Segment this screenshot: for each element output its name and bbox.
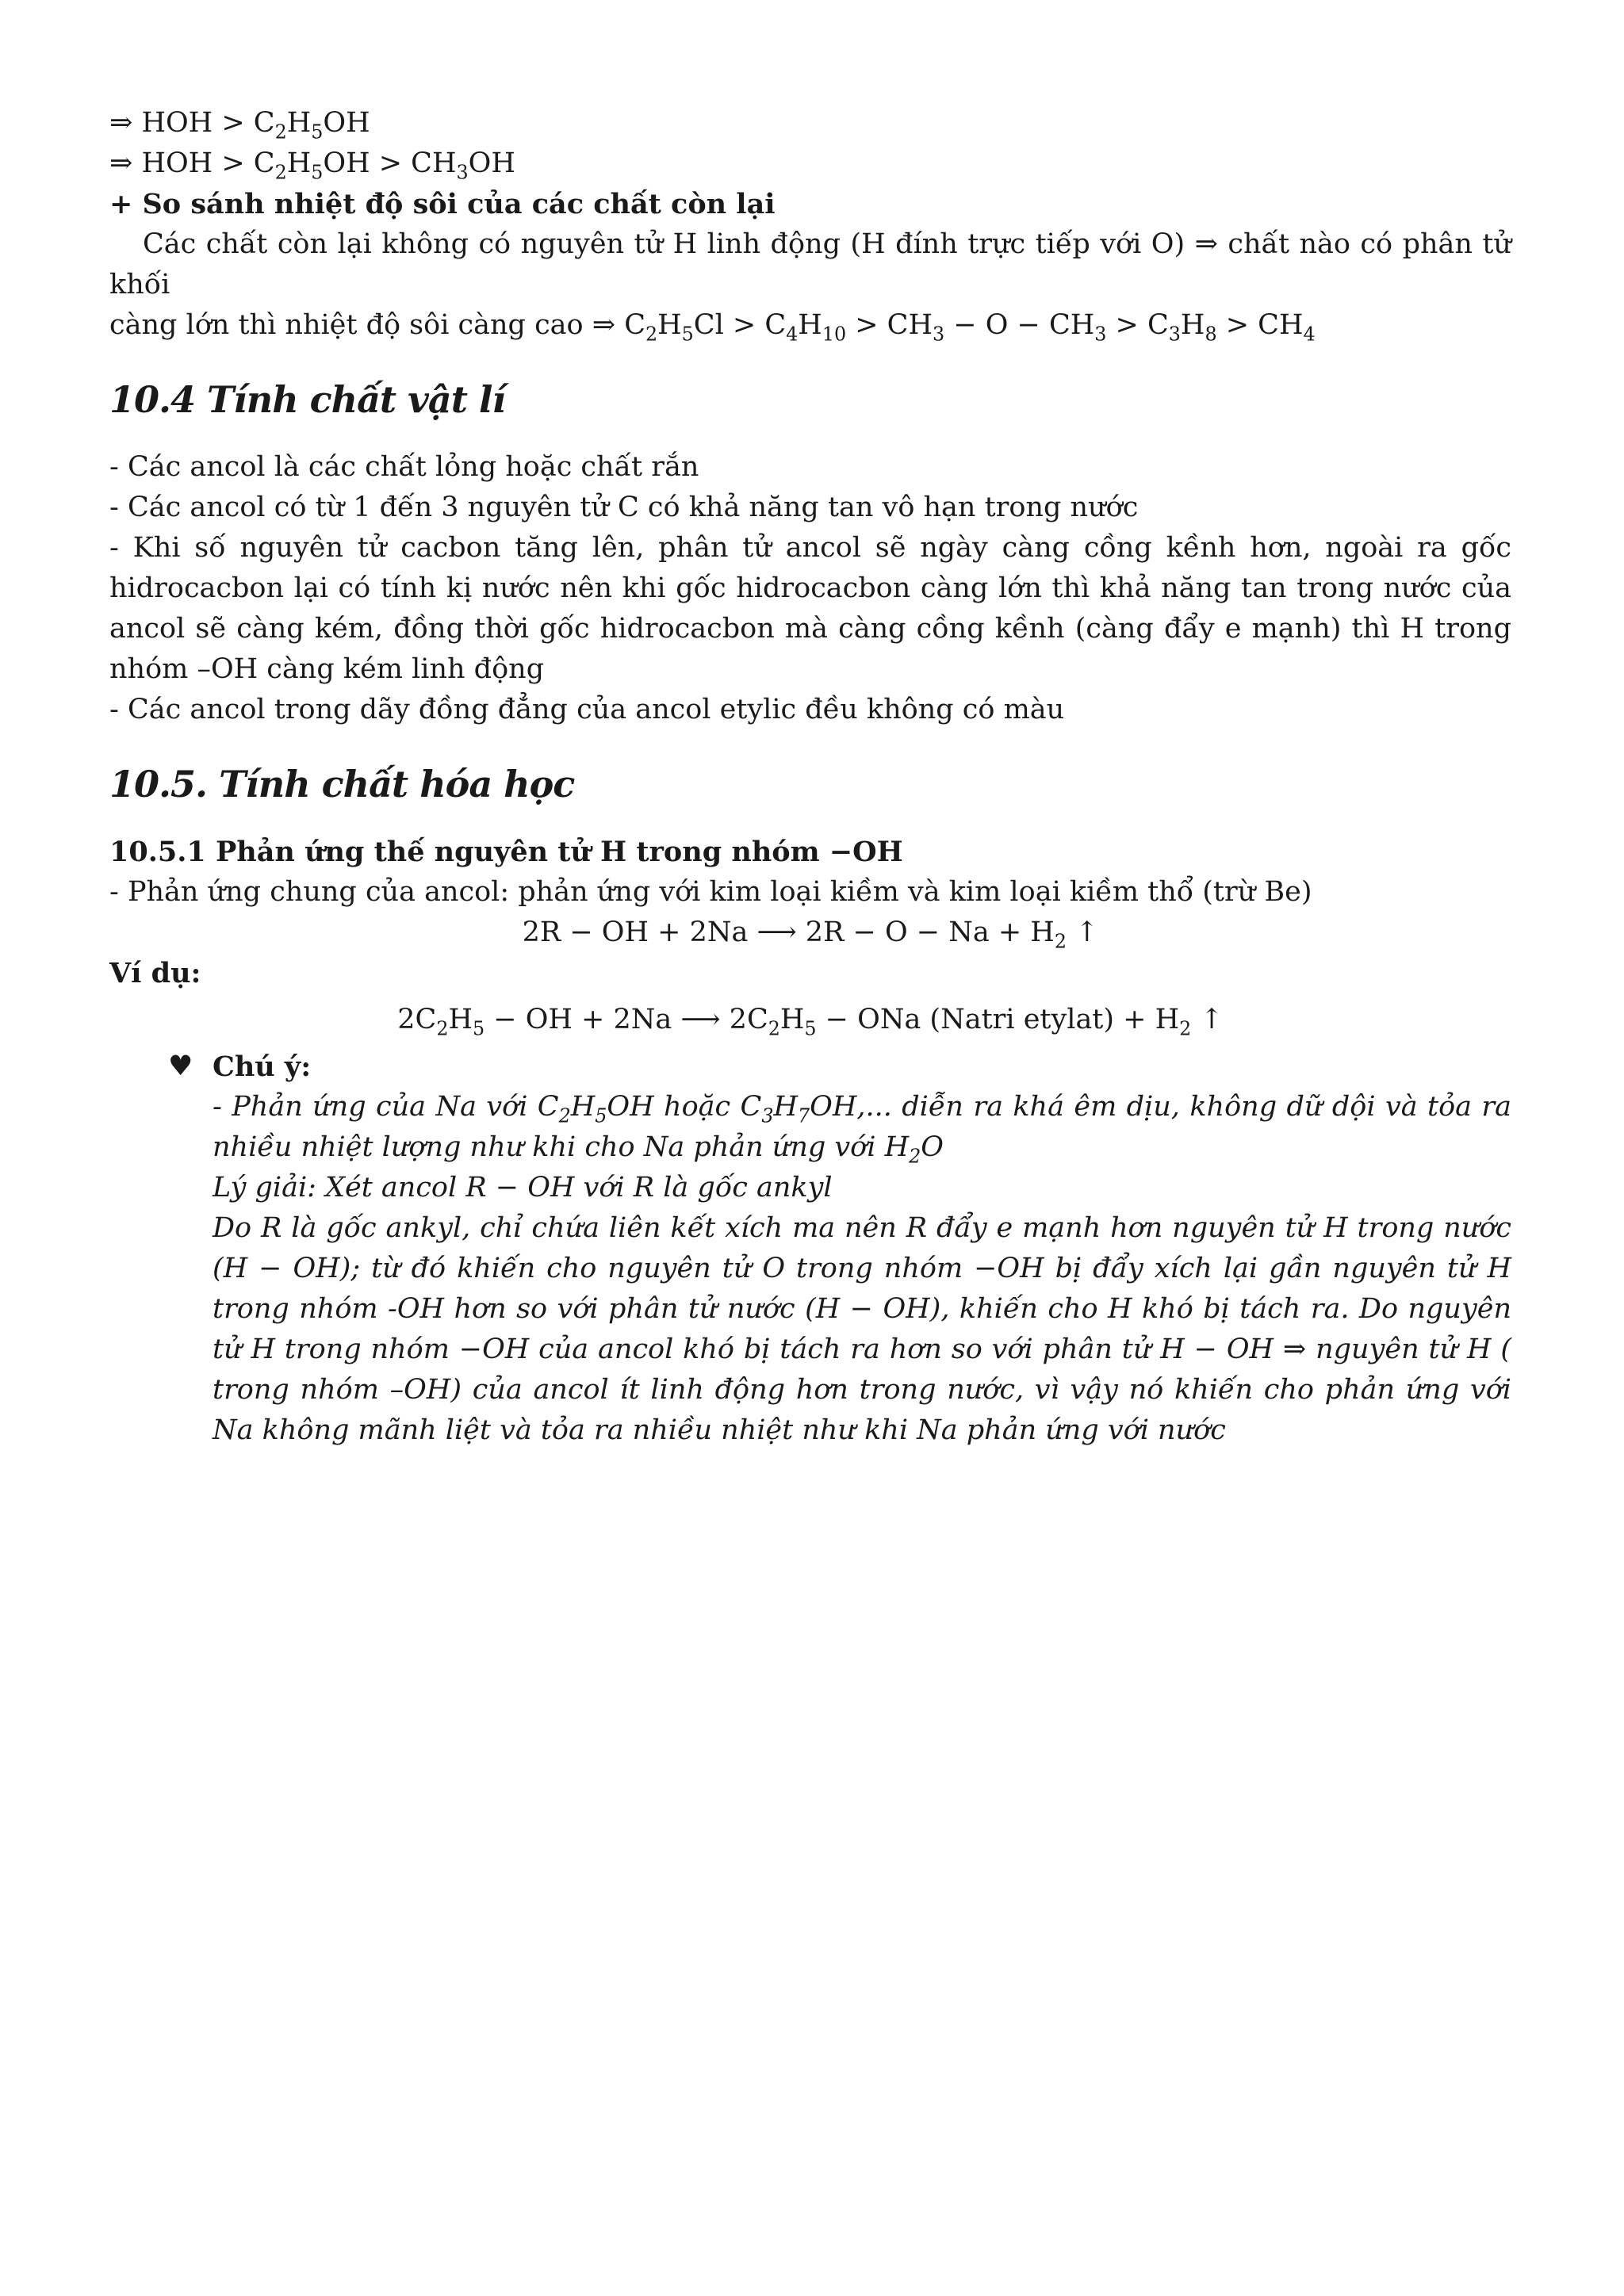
formula-subscript: 2 [558,1104,571,1127]
note-paragraph-1 [109,1087,1511,1168]
formula-text: ↑ [1191,1004,1224,1035]
formula-text: > CH [1216,309,1304,341]
note-label: Chú ý: [213,1050,312,1083]
formula-subscript: 3 [1094,323,1107,346]
document-page [109,103,1511,1451]
formula-text: 2C [397,1004,437,1035]
formula-subscript: 7 [797,1104,810,1127]
formula-text: > C [1106,309,1169,341]
formula-subscript: 2 [274,121,287,144]
note-text: OH,... diễn ra khá êm dịu, không dữ dội và tỏa ra nhiều nhiệt lượng như khi cho Na phản ứng với H [213,1091,1512,1163]
formula-subscript: 2 [1054,930,1067,953]
formula-text: − O − CH [944,309,1095,341]
formula-text: OH [323,107,370,139]
formula-text: OH [468,147,515,179]
formula-subscript: 10 [822,323,847,346]
formula-text: 2R − OH + 2Na ⟶ 2R − O − Na + H [522,916,1055,948]
equation-general [109,913,1511,953]
equation-example [109,1000,1511,1040]
formula-subscript: 2 [274,161,287,184]
formula-subscript: 2 [1179,1017,1192,1040]
compare-formula-line [109,305,1511,346]
formula-subscript: 5 [311,161,324,184]
formula-text: H [657,309,682,341]
note-text: H [773,1091,798,1123]
formula-text: H [448,1004,473,1035]
compare-paragraph [109,224,1511,305]
subsection-title: 10.5.1 Phản ứng thế nguyên tử H trong nhóm −OH [109,836,903,868]
note-text: O [921,1131,944,1163]
note-paragraph-3: Do R là gốc ankyl, chỉ chứa liên kết xích ma nên R đẩy e mạnh hơn nguyên tử H trong nước (H − OH); từ đó khiến cho nguyên tử O trong nhóm −OH bị đẩy xích lại gần nguyên tử H trong nhóm -OH hơn so với phân tử nước (H − OH), khiến cho H khó bị tách ra. Do nguyên tử H trong nhóm −OH của ancol khó bị tách ra hơn so với phân tử H − OH ⇒ nguyên tử H ( trong nhóm –OH) của ancol ít linh động hơn trong nước, vì vậy nó khiến cho phản ứng với Na không mãnh liệt và tỏa ra nhiều nhiệt như khi Na phản ứng với nước [213,1212,1511,1446]
formula-subscript: 5 [804,1017,817,1040]
formula-subscript: 3 [1168,323,1181,346]
formula-subscript: 5 [472,1017,485,1040]
note-text: OH hoặc C [607,1091,762,1123]
list-item: - Các ancol trong dãy đồng đẳng của ancol etylic đều không có màu [109,694,1065,725]
formula-subscript: 2 [909,1145,921,1168]
formula-text: − OH + 2Na ⟶ 2C [485,1004,768,1035]
formula-text: − ONa (Natri etylat) + H [816,1004,1180,1035]
list-item: - Các ancol có từ 1 đến 3 nguyên tử C có khả năng tan vô hạn trong nước [109,492,1139,523]
formula-text: > CH [846,309,933,341]
formula-text: H [798,309,822,341]
note-text: H [570,1091,596,1123]
note-text: - Phản ứng của Na với C [213,1091,559,1123]
section-heading-physical-properties: 10.4 Tính chất vật lí [109,378,505,421]
formula-subscript: 2 [768,1017,780,1040]
example-label: Ví dụ: [109,957,201,989]
formula-subscript: 5 [595,1104,607,1127]
general-reaction-text: - Phản ứng chung của ancol: phản ứng với kim loại kiềm và kim loại kiềm thổ (trừ Be) [109,876,1312,908]
note-paragraph-2: Lý giải: Xét ancol R − OH với R là gốc ankyl [213,1172,833,1203]
formula-text: Cl > C [693,309,787,341]
compare-heading: + So sánh nhiệt độ sôi của các chất còn lại [109,188,776,220]
formula-text: H [779,1004,805,1035]
formula-subscript: 4 [1303,323,1316,346]
formula-subscript: 5 [311,121,324,144]
formula-subscript: 2 [645,323,658,346]
list-item: - Khi số nguyên tử cacbon tăng lên, phân tử ancol sẽ ngày càng cồng kềnh hơn, ngoài ra gốc hidrocacbon lại có tính kị nước nên khi gốc hidrocacbon càng lớn thì khả năng tan trong nước của ancol sẽ càng kém, đồng thời gốc hidrocacbon mà càng cồng kềnh (càng đẩy e mạnh) thì H trong nhóm –OH càng kém linh động [109,532,1511,685]
formula-text: ⇒ HOH > C [109,107,275,139]
formula-text: OH > CH [323,147,457,179]
formula-subscript: 5 [681,323,694,346]
compare-paragraph-text: Các chất còn lại không có nguyên tử H linh động (H đính trực tiếp với O) ⇒ chất nào có phân tử khối [109,228,1511,300]
formula-text: H [286,147,312,179]
note-heading [109,1047,1511,1087]
formula-text: càng lớn thì nhiệt độ sôi càng cao ⇒ C [109,309,645,341]
formula-subscript: 3 [932,323,945,346]
formula-text: H [286,107,312,139]
formula-subscript: 3 [761,1104,774,1127]
formula-line-1 [109,103,1511,144]
physical-properties-list [109,447,1511,730]
formula-text: ↑ [1066,916,1099,948]
formula-subscript: 4 [786,323,799,346]
list-item: - Các ancol là các chất lỏng hoặc chất rắn [109,451,699,483]
formula-subscript: 2 [436,1017,449,1040]
formula-text: H [1180,309,1205,341]
formula-text: ⇒ HOH > C [109,147,275,179]
heart-icon: ♥ [168,1050,193,1082]
section-heading-chemical-properties: 10.5. Tính chất hóa học [109,763,575,806]
formula-subscript: 3 [456,161,469,184]
formula-line-2 [109,144,1511,184]
formula-subscript: 8 [1205,323,1217,346]
